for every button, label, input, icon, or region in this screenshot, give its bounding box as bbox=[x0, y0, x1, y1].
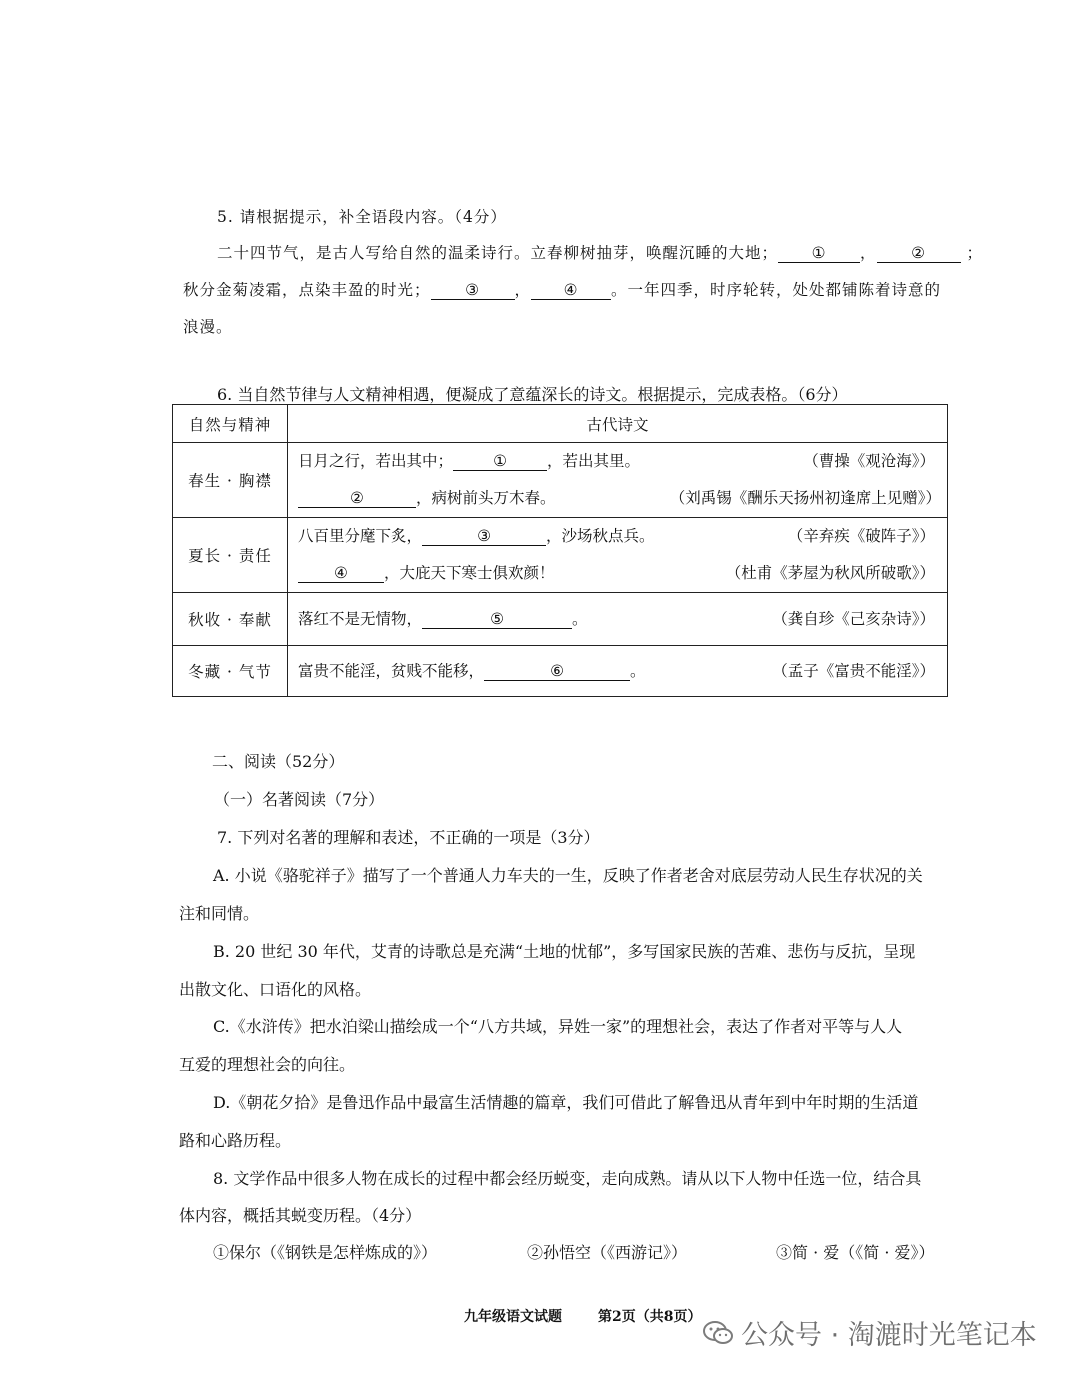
q5-line-2 bbox=[183, 278, 941, 300]
q5-blank-2[interactable]: ② bbox=[877, 245, 961, 263]
q5-title: 5. 请根据提示，补全语段内容。（4分） bbox=[217, 208, 507, 226]
watermark-text: 公众号 · 淘漉时光笔记本 bbox=[741, 1320, 1037, 1351]
q7-option-d: D.《朝花夕拾》是鲁迅作品中最富生活情趣的篇章，我们可借此了解鲁迅从青年到中年时期的生活道 bbox=[213, 1093, 919, 1112]
verse-source: （刘禹锡《酬乐天扬州初逢席上见赠》） bbox=[669, 489, 941, 507]
header-ancient-poetry: 古代诗文 bbox=[288, 405, 948, 443]
row-category: 春生 · 胸襟 bbox=[173, 443, 288, 518]
q5-line-3: 浪漫。 bbox=[183, 318, 233, 336]
q8-option-1: ①保尔（《钢铁是怎样炼成的》） bbox=[213, 1243, 438, 1262]
table-row bbox=[173, 443, 948, 518]
row-category: 冬藏 · 气节 bbox=[173, 646, 288, 697]
q7-option-a: A. 小说《骆驼祥子》描写了一个普通人力车夫的一生，反映了作者老舍对底层劳动人民生存状况的关 bbox=[213, 866, 923, 885]
q8-title-cont: 体内容，概括其蜕变历程。（4分） bbox=[179, 1206, 422, 1225]
verse-pre: 日月之行，若出其中； bbox=[298, 452, 454, 470]
verse-line bbox=[298, 653, 941, 690]
q5-line-1 bbox=[217, 241, 983, 263]
row-verses bbox=[288, 518, 948, 593]
verse-line bbox=[298, 555, 941, 592]
footer-exam-title: 九年级语文试题 bbox=[464, 1309, 562, 1325]
verse-source: （杜甫《茅屋为秋风所破歌》） bbox=[725, 564, 935, 582]
verse-blank-3[interactable]: ③ bbox=[422, 528, 546, 546]
verse-line bbox=[298, 443, 941, 480]
q7-option-c: C.《水浒传》把水泊梁山描绘成一个“八方共域，异姓一家”的理想社会，表达了作者对平等与人人 bbox=[213, 1017, 903, 1036]
q8-title: 8. 文学作品中很多人物在成长的过程中都会经历蜕变，走向成熟。请从以下人物中任选一位，结合具 bbox=[213, 1169, 922, 1188]
q5-blank-3[interactable]: ③ bbox=[431, 282, 515, 300]
verse-blank-2[interactable]: ② bbox=[298, 490, 416, 508]
table-row bbox=[173, 646, 948, 697]
verse-blank-5[interactable]: ⑤ bbox=[422, 611, 572, 629]
verse-post: ，病树前头万木春。 bbox=[416, 489, 556, 507]
q7-option-d-cont: 路和心路历程。 bbox=[179, 1131, 292, 1150]
q8-option-2: ②孙悟空（《西游记》） bbox=[527, 1243, 688, 1262]
section-title: 二、阅读（52分） bbox=[212, 752, 345, 771]
verse-post: ，若出其里。 bbox=[547, 452, 641, 470]
verse-line bbox=[298, 518, 941, 555]
verse-source: （曹操《观沧海》） bbox=[803, 452, 935, 470]
verse-blank-4[interactable]: ④ bbox=[298, 565, 384, 583]
verse-post: 。 bbox=[572, 609, 588, 628]
verse-pre: 富贵不能淫，贫贱不能移， bbox=[298, 661, 485, 680]
row-category: 秋收 · 奉献 bbox=[173, 593, 288, 646]
q5-sep: ， bbox=[860, 244, 877, 262]
q5-end: ； bbox=[966, 244, 984, 262]
verse-source: （辛弃疾《破阵子》） bbox=[787, 527, 935, 545]
verse-line bbox=[298, 601, 941, 638]
subsection-title: （一）名著阅读（7分） bbox=[214, 790, 385, 809]
q5-blank-1[interactable]: ① bbox=[778, 245, 860, 263]
q5-text: 二十四节气，是古人写给自然的温柔诗行。立春柳树抽芽，唤醒沉睡的大地； bbox=[217, 244, 779, 262]
header-nature-spirit: 自然与精神 bbox=[173, 405, 288, 443]
table-header-row bbox=[173, 405, 948, 443]
verse-source: （孟子《富贵不能淫》） bbox=[772, 661, 935, 680]
verse-pre: 八百里分麾下炙， bbox=[298, 527, 423, 545]
row-category: 夏长 · 责任 bbox=[173, 518, 288, 593]
verse-source: （龚自珍《己亥杂诗》） bbox=[772, 609, 935, 628]
verse-blank-1[interactable]: ① bbox=[453, 453, 547, 471]
verse-post: ，大庇天下寒士俱欢颜！ bbox=[384, 564, 555, 582]
verse-blank-6[interactable]: ⑥ bbox=[484, 663, 630, 681]
q7-option-a-cont: 注和同情。 bbox=[179, 904, 260, 923]
q5-text: 秋分金菊凌霜，点染丰盈的时光； bbox=[183, 281, 431, 299]
verse-post: ，沙场秋点兵。 bbox=[546, 527, 655, 545]
watermark bbox=[703, 1313, 1037, 1352]
q7-option-b: B. 20 世纪 30 年代，艾青的诗歌总是充满“土地的忧郁”，多写国家民族的苦难、悲伤与反抗，呈现 bbox=[213, 942, 916, 961]
q5-sep: ， bbox=[514, 281, 532, 299]
verse-post: 。 bbox=[630, 661, 646, 680]
q7-option-b-cont: 出散文化、口语化的风格。 bbox=[179, 980, 372, 999]
q8-option-3: ③简 · 爱（《简 · 爱》） bbox=[776, 1243, 935, 1262]
q5-blank-4[interactable]: ④ bbox=[531, 282, 611, 300]
poetry-table bbox=[172, 404, 948, 697]
wechat-icon bbox=[703, 1320, 733, 1346]
row-verses bbox=[288, 443, 948, 518]
row-verses bbox=[288, 646, 948, 697]
q5-text: 。一年四季，时序轮转，处处都铺陈着诗意的 bbox=[611, 281, 942, 299]
verse-pre: 落红不是无情物， bbox=[298, 609, 423, 628]
table-row bbox=[173, 593, 948, 646]
q7-title: 7. 下列对名著的理解和表述，不正确的一项是（3分） bbox=[217, 828, 600, 847]
verse-line bbox=[298, 480, 941, 517]
q6-title: 6. 当自然节律与人文精神相遇，便凝成了意蕴深长的诗文。根据提示，完成表格。（6分） bbox=[217, 385, 848, 404]
q7-option-c-cont: 互爱的理想社会的向往。 bbox=[179, 1055, 356, 1074]
footer-page-number: 第2页（共8页） bbox=[598, 1309, 702, 1325]
table-row bbox=[173, 518, 948, 593]
row-verses bbox=[288, 593, 948, 646]
